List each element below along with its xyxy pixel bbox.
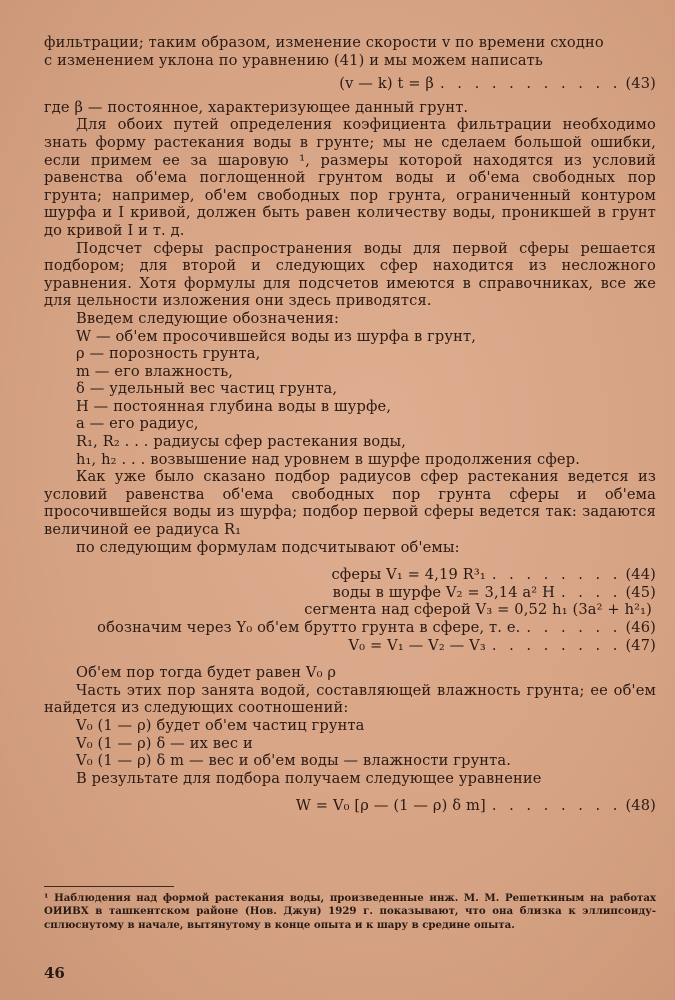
paragraph: Подсчет сферы распространения воды для первой сферы решается подбором; для второй и следующих сфер находится из несложного уравнения. Хотя формулы для подсчетов имеются в справочниках, все же для цельности изложения они здесь приводятся. (44, 239, 656, 310)
equation-43 (44, 75, 656, 93)
leader-dots: . . . . . . . . (491, 566, 622, 584)
definition-item: W — об'ем просочившейся воды из шурфа в грунт, (76, 327, 477, 345)
formula: (v — k) t = β (339, 75, 435, 93)
equation-48 (44, 797, 656, 815)
leader-dots: . . . . . . (526, 619, 622, 636)
page-number: 46 (44, 964, 65, 982)
definition-item: h₁, h₂ . . . возвышение над уровнем в шурфе продолжения сфер. (76, 450, 580, 468)
equation-number: (43) (625, 75, 656, 93)
equation-44 (44, 566, 656, 584)
footnote: ¹ Наблюдения над формой растекания воды, произведенные инж. М. М. Решеткиным на работах ОИИВХ в ташкентском районе (Нов. Джун) 1929 г. показывают, что она близка к эллипсоиду-сплюснутому в начале, вытянутому в конце опыта и к шару в средине опыта. (44, 892, 656, 931)
definition-item: R₁, R₂ . . . радиусы сфер растекания воды, (76, 433, 406, 451)
formula: воды в шурфе V₂ = 3,14 a² H (332, 583, 555, 601)
relation-item: V₀ (1 — ρ) δ m — вес и об'ем воды — влажности грунта. (76, 752, 512, 770)
formula: сегмента над сферой V₃ = 0,52 h₁ (3a² + h²₁) (304, 601, 652, 619)
text-line: где β — постоянное, характеризующее данный грунт. (44, 98, 469, 116)
text-line: Введем следующие обозначения: (76, 309, 340, 327)
text-line: с изменением уклона по уравнению (41) и мы можем написать (44, 51, 544, 69)
definition-item: ρ — порозность грунта, (76, 345, 261, 363)
relation-item: V₀ (1 — ρ) будет об'ем частиц грунта (76, 716, 365, 734)
leader-dots: . . . . . . . . (491, 636, 622, 654)
formula: V₀ = V₁ — V₂ — V₃ (348, 636, 486, 654)
leader-dots: . . . . (560, 583, 622, 601)
text-line: Об'ем пор тогда будет равен V₀ ρ (76, 664, 337, 682)
leader-dots: . . . . . . . . . . . (440, 75, 622, 93)
definition-item: δ — удельный вес частиц грунта, (76, 380, 338, 398)
footnote-divider (44, 886, 174, 887)
equation-number: (44) (625, 566, 656, 584)
paragraph: Как уже было сказано подбор радиусов сфер растекания ведется из условий равенства об'ема свободных пор грунта сферы и об'ема просочившейся воды из шурфа; подбор первой сферы ведется так: задаются величиной ее радиуса R₁ (44, 468, 656, 539)
paragraph: Для обоих путей определения коэфициента фильтрации необходимо знать форму растекания воды в грунте; мы не сделаем большой ошибки, если примем ее за шаровую ¹, размеры которой находятся из условий равенства об'ема поглощенной грунтом воды и об'ема свободных пор грунта; например, об'ем свободных пор грунта, ограниченный контуром шурфа и I кривой, должен быть равен количеству воды, проникшей в грунт до кривой I и т. д. (44, 116, 656, 239)
equation-number: (45) (625, 583, 656, 601)
equation-46 (44, 619, 656, 637)
definition-item: a — его радиус, (76, 415, 199, 433)
equation-number: (46) (625, 619, 656, 636)
formula: W = V₀ [ρ — (1 — ρ) δ m] (295, 797, 486, 815)
formula: обозначим через Y₀ об'ем брутто грунта в сфере, т. е. (97, 619, 521, 636)
paragraph: Часть этих пор занята водой, составляющей влажность грунта; ее об'ем найдется из следующих соотношений: (44, 681, 656, 717)
equation-number: (48) (625, 797, 656, 815)
text-line: В результате для подбора получаем следующее уравнение (76, 769, 542, 787)
leader-dots: . . . . . . . . (491, 797, 622, 815)
definition-item: H — постоянная глубина воды в шурфе, (76, 397, 392, 415)
equation-number: (47) (625, 636, 656, 654)
equation-45 (44, 584, 656, 602)
equation-segment (44, 601, 656, 619)
definition-item: m — его влажность, (76, 362, 234, 380)
equation-47 (44, 637, 656, 655)
text-line: по следующим формулам подсчитывают об'емы: (76, 538, 460, 556)
main-text (44, 34, 656, 815)
relation-item: V₀ (1 — ρ) δ — их вес и (76, 734, 253, 752)
formula: сферы V₁ = 4,19 R³₁ (331, 566, 486, 584)
text-line: фильтрации; таким образом, изменение скорости v по времени сходно (44, 34, 604, 51)
